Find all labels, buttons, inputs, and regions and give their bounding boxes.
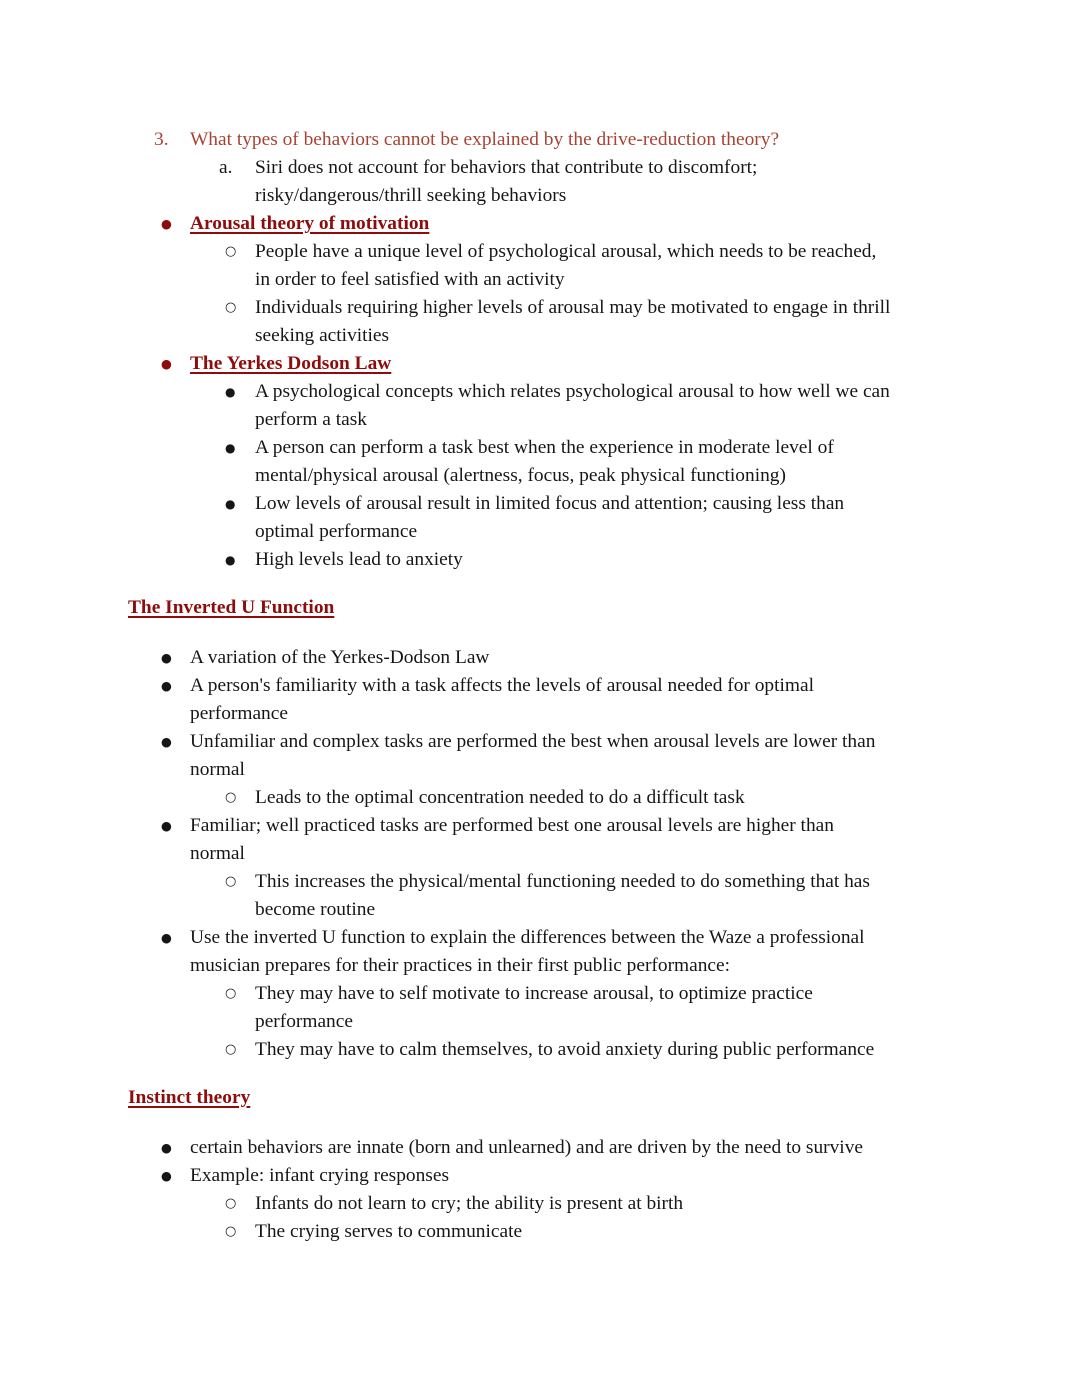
text-line: Infants do not learn to cry; the ability is present at birth	[255, 1193, 684, 1214]
circle-bullet-icon: ○	[225, 1196, 237, 1211]
text-line: This increases the physical/mental functioning needed to do something that has	[255, 871, 870, 892]
circle-bullet-icon: ○	[225, 300, 237, 315]
bullet-icon: ●	[161, 678, 172, 693]
circle-bullet-icon: ○	[225, 986, 237, 1001]
list-item	[128, 238, 954, 294]
text-line: Leads to the optimal concentration needed to do a difficult task	[255, 787, 745, 808]
list-item	[128, 546, 954, 574]
text-line: normal	[190, 759, 245, 780]
list-item	[128, 812, 954, 868]
text-line: High levels lead to anxiety	[255, 549, 463, 570]
circle-bullet-icon: ○	[225, 790, 237, 805]
bullet-icon: ●	[161, 1168, 172, 1183]
list-marker: 3.	[154, 129, 169, 150]
numbered-question-item	[128, 126, 954, 154]
text-line: optimal performance	[255, 521, 418, 542]
circle-bullet-icon: ○	[225, 244, 237, 259]
lettered-sub-item	[128, 154, 954, 210]
text-line: Use the inverted U function to explain the differences between the Waze a professional	[190, 927, 865, 948]
text-line: Low levels of arousal result in limited focus and attention; causing less than	[255, 493, 845, 514]
list-item	[128, 1190, 954, 1218]
bullet-icon: ●	[161, 818, 172, 833]
bullet-icon: ●	[161, 930, 172, 945]
text-line: They may have to calm themselves, to avoid anxiety during public performance	[255, 1039, 875, 1060]
section-heading	[128, 1084, 954, 1112]
bullet-icon: ●	[161, 1140, 172, 1155]
circle-bullet-icon: ○	[225, 874, 237, 889]
list-item	[128, 1134, 954, 1162]
text-line: They may have to self motivate to increase arousal, to optimize practice	[255, 983, 813, 1004]
list-item	[128, 868, 954, 924]
text-line: become routine	[255, 899, 376, 920]
text-line: People have a unique level of psychological arousal, which needs to be reached,	[255, 241, 877, 262]
text-line: A person can perform a task best when the experience in moderate level of	[255, 437, 834, 458]
list-heading-item	[128, 210, 954, 238]
bullet-icon: ●	[225, 385, 236, 399]
list-item	[128, 378, 954, 434]
text-line: A psychological concepts which relates psychological arousal to how well we can	[255, 381, 890, 402]
bullet-icon: ●	[161, 356, 172, 371]
text-line: certain behaviors are innate (born and unlearned) and are driven by the need to survive	[190, 1137, 864, 1158]
text-line: Individuals requiring higher levels of arousal may be motivated to engage in thrill	[255, 297, 891, 318]
circle-bullet-icon: ○	[225, 1042, 237, 1057]
text-line: A variation of the Yerkes-Dodson Law	[190, 647, 490, 668]
text-line: perform a task	[255, 409, 367, 430]
text-line: The Inverted U Function	[128, 597, 335, 618]
text-line: Siri does not account for behaviors that contribute to discomfort;	[255, 157, 758, 178]
text-line: risky/dangerous/thrill seeking behaviors	[255, 185, 567, 206]
list-item	[128, 1162, 954, 1190]
list-item	[128, 644, 954, 672]
text-line: performance	[190, 703, 288, 724]
list-item	[128, 294, 954, 350]
list-item	[128, 924, 954, 980]
list-item	[128, 784, 954, 812]
bullet-icon: ●	[161, 650, 172, 665]
list-heading-item	[128, 350, 954, 378]
list-item	[128, 490, 954, 546]
text-line: Instinct theory	[128, 1087, 251, 1108]
list-item	[128, 728, 954, 784]
text-line: The crying serves to communicate	[255, 1221, 523, 1242]
text-line: performance	[255, 1011, 353, 1032]
bullet-icon: ●	[161, 216, 172, 231]
list-item	[128, 1218, 954, 1246]
text-line: A person's familiarity with a task affects the levels of arousal needed for optimal	[190, 675, 814, 696]
list-item	[128, 672, 954, 728]
text-line: in order to feel satisfied with an activity	[255, 269, 565, 290]
bullet-icon: ●	[225, 553, 236, 567]
text-line: What types of behaviors cannot be explained by the drive-reduction theory?	[190, 129, 780, 150]
text-line: The Yerkes Dodson Law	[190, 353, 392, 374]
list-marker: a.	[219, 157, 233, 178]
bullet-icon: ●	[225, 497, 236, 511]
section-heading	[128, 594, 954, 622]
text-line: seeking activities	[255, 325, 390, 346]
list-item	[128, 434, 954, 490]
text-line: Unfamiliar and complex tasks are performed the best when arousal levels are lower than	[190, 731, 876, 752]
text-line: normal	[190, 843, 245, 864]
list-item	[128, 1036, 954, 1064]
text-line: Example: infant crying responses	[190, 1165, 450, 1186]
list-item	[128, 980, 954, 1036]
bullet-icon: ●	[161, 734, 172, 749]
text-line: mental/physical arousal (alertness, focus, peak physical functioning)	[255, 465, 786, 486]
text-line: Familiar; well practiced tasks are performed best one arousal levels are higher than	[190, 815, 834, 836]
text-line: Arousal theory of motivation	[190, 213, 430, 234]
bullet-icon: ●	[225, 441, 236, 455]
circle-bullet-icon: ○	[225, 1224, 237, 1239]
text-line: musician prepares for their practices in their first public performance:	[190, 955, 731, 976]
